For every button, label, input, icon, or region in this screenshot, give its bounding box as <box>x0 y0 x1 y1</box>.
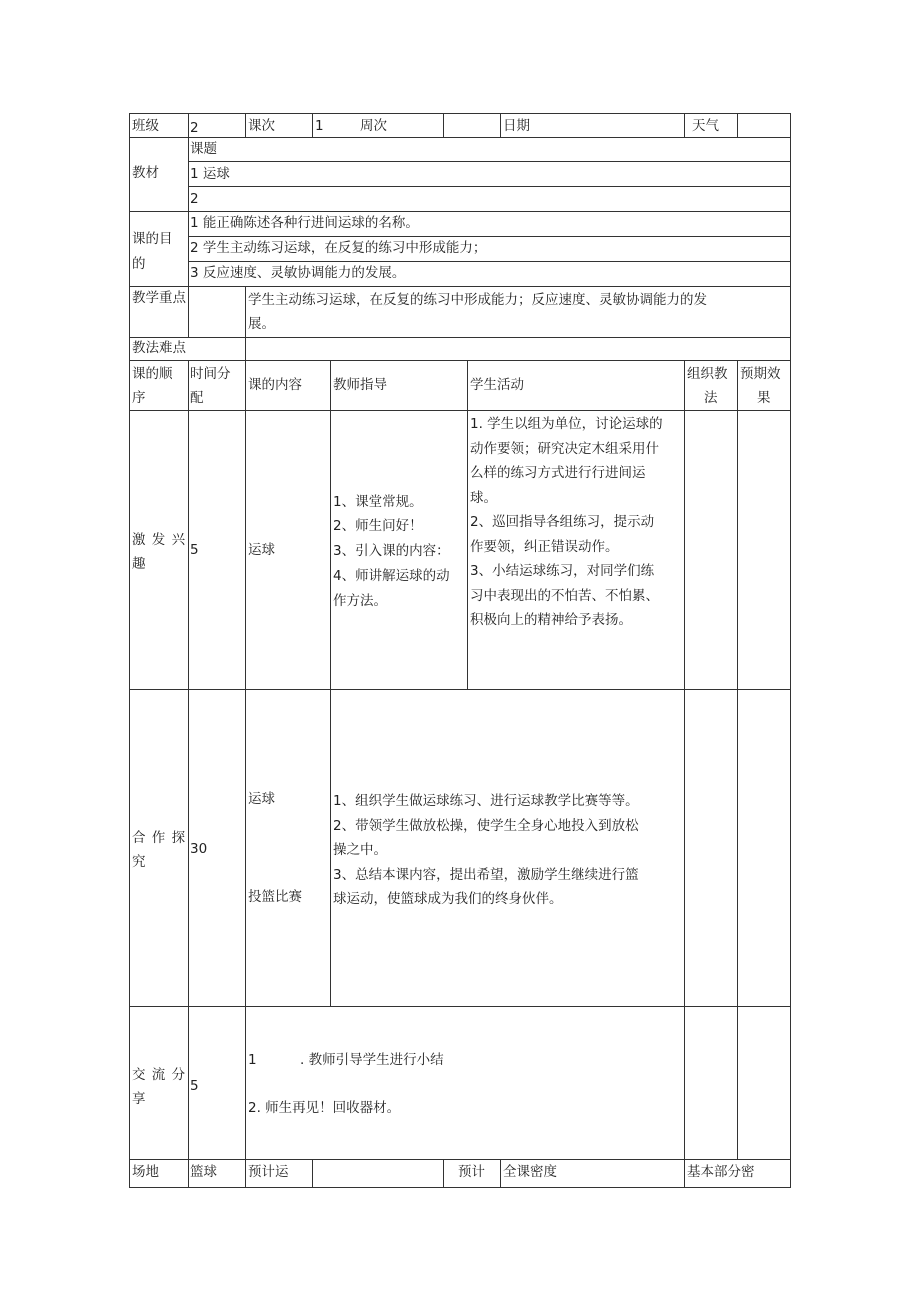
student-line: 习中表现出的不怕苦、不怕累、 <box>470 588 659 604</box>
student-line: 积极向上的精神给予表扬。 <box>470 612 632 628</box>
stage-2-name: 合 作 探 <box>132 830 187 846</box>
student-line: 动作要领；研究决定木组采用什 <box>470 441 659 457</box>
stage-3-item-num: 1 <box>248 1052 257 1068</box>
teacher-line: 作方法。 <box>333 593 387 609</box>
student-line: 2、巡回指导各组练习，提示动 <box>470 514 655 530</box>
teacher-line: 4、师讲解运球的动 <box>333 568 450 584</box>
objectives-label-cont: 的 <box>132 256 146 272</box>
col-time: 时间分 <box>190 366 231 382</box>
col-time-cont: 配 <box>190 390 204 406</box>
col-teacher: 教师指导 <box>333 377 387 393</box>
merged-line: 1、组织学生做运球练习、进行运球教学比赛等等。 <box>333 793 639 809</box>
predict-label: 预计 <box>458 1164 485 1180</box>
stage-3-name: 交 流 分 <box>132 1067 187 1083</box>
student-line: 么样的练习方式进行行进间运 <box>470 465 646 481</box>
teacher-line: 3、引入课的内容： <box>333 543 450 559</box>
class-value: 2 <box>190 120 199 136</box>
objective-3: 3 反应速度、灵敏协调能力的发展。 <box>190 265 406 281</box>
material-label: 教材 <box>132 165 159 181</box>
stage-2-content-1: 运球 <box>248 791 275 807</box>
col-effect: 预期效 <box>740 366 781 382</box>
partial-density-label: 基本部分密 <box>687 1164 755 1180</box>
col-content: 课的内容 <box>248 377 302 393</box>
stage-2-content-2: 投篮比赛 <box>248 889 302 905</box>
venue-label: 场地 <box>132 1164 159 1180</box>
key-points-label: 教学重点 <box>132 290 186 306</box>
col-org: 组织教 <box>687 366 728 382</box>
material-item-1: 1 运球 <box>190 166 230 182</box>
col-order: 课的顺 <box>132 366 173 382</box>
stage-1-name-cont: 趣 <box>132 556 146 572</box>
material-item-2: 2 <box>190 191 199 207</box>
objectives-label: 课的目 <box>132 231 173 247</box>
teacher-line: 2、师生问好！ <box>333 518 423 534</box>
stage-1-content: 运球 <box>248 542 275 558</box>
merged-line: 3、总结本课内容，提出希望，激励学生继续进行篮 <box>333 867 639 883</box>
stage-2-time: 30 <box>190 841 208 857</box>
week-label: 周次 <box>360 118 387 134</box>
student-line: 3、小结运球练习，对同学们练 <box>470 563 655 579</box>
stage-3-item-1: . 教师引导学生进行小结 <box>300 1052 444 1068</box>
student-line: 1. 学生以组为单位，讨论运球的 <box>470 416 663 432</box>
col-order-cont: 序 <box>132 390 146 406</box>
key-points-line-2: 展。 <box>248 316 275 332</box>
topic-label: 课题 <box>190 141 217 157</box>
load-label: 预计运 <box>248 1164 289 1180</box>
density-label: 全课密度 <box>503 1164 557 1180</box>
venue-value: 篮球 <box>190 1164 217 1180</box>
student-line: 球。 <box>470 490 497 506</box>
lesson-label: 课次 <box>248 118 275 134</box>
weather-label: 天气 <box>692 118 719 134</box>
stage-1-time: 5 <box>190 542 199 558</box>
col-org-cont: 法 <box>704 390 718 406</box>
key-points-line-1: 学生主动练习运球，在反复的练习中形成能力；反应速度、灵敏协调能力的发 <box>248 292 707 308</box>
student-line: 作要领，纠正错误动作。 <box>470 539 619 555</box>
stage-3-time: 5 <box>190 1078 199 1094</box>
stage-3-item-2: 2. 师生再见！回收器材。 <box>248 1100 401 1116</box>
date-label: 日期 <box>503 118 530 134</box>
class-label: 班级 <box>132 118 159 134</box>
stage-3-name-cont: 享 <box>132 1091 146 1107</box>
teacher-line: 1、课堂常规。 <box>333 494 423 510</box>
difficulty-label: 教法难点 <box>132 340 186 356</box>
objective-2: 2 学生主动练习运球，在反复的练习中形成能力； <box>190 240 487 256</box>
stage-1-name: 激 发 兴 <box>132 532 187 548</box>
stage-2-name-cont: 究 <box>132 854 146 870</box>
objective-1: 1 能正确陈述各种行进间运球的名称。 <box>190 215 419 231</box>
merged-line: 2、带领学生做放松操，使学生全身心地投入到放松 <box>333 818 639 834</box>
lesson-value: 1 <box>315 118 324 134</box>
col-effect-cont: 果 <box>757 390 771 406</box>
merged-line: 球运动，使篮球成为我们的终身伙伴。 <box>333 891 563 907</box>
col-student: 学生活动 <box>470 377 524 393</box>
merged-line: 操之中。 <box>333 842 387 858</box>
